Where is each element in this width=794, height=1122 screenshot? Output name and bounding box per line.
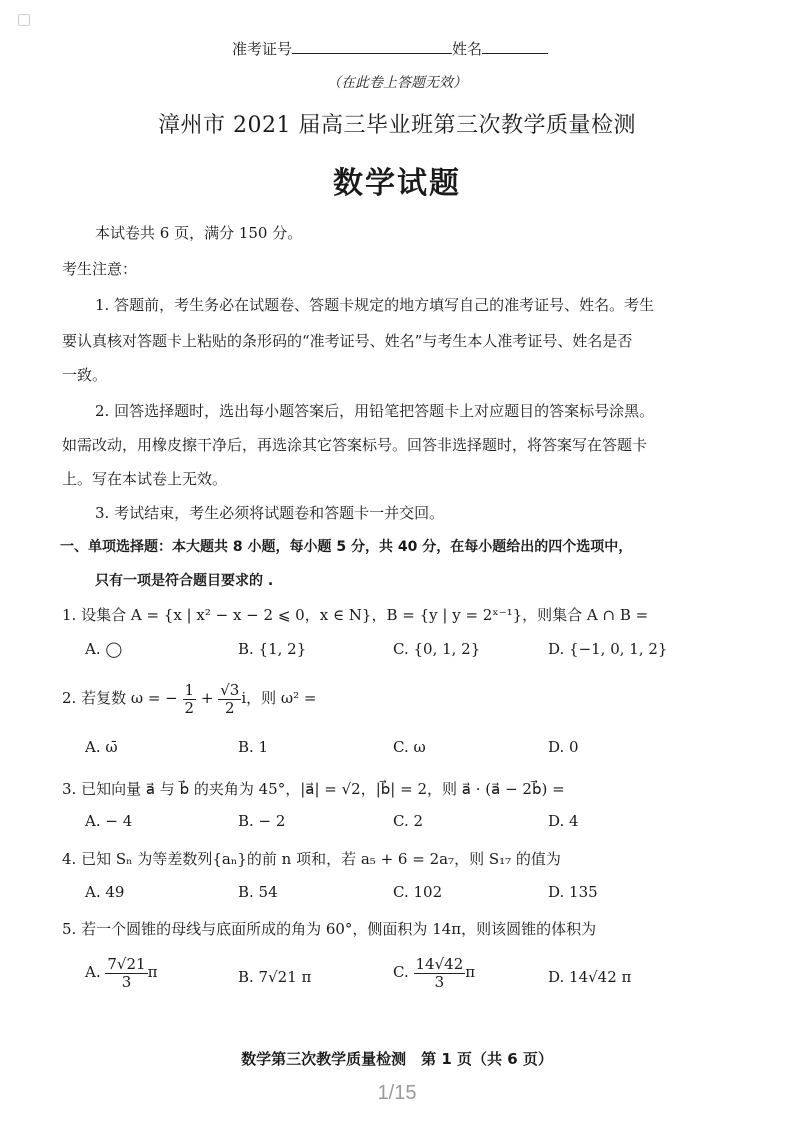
q5-option-a-num: 7√21 — [107, 955, 146, 973]
q2-fraction-1 — [183, 682, 197, 716]
q2-option-b: B. 1 — [238, 738, 269, 756]
q2-frac2-den: 2 — [225, 698, 235, 717]
exam-id-label: 准考证号 — [232, 40, 293, 58]
page-indicator: 1/15 — [377, 1082, 417, 1104]
q5-option-a — [85, 956, 157, 990]
q4-option-d: D. 135 — [548, 883, 598, 901]
q3-option-a: A. − 4 — [85, 812, 133, 830]
rule3: 3. 考试结束，考生必须将试题卷和答题卡一并交回。 — [95, 504, 445, 522]
q2-frac2-num: √3 — [220, 681, 240, 699]
rule1-line2: 要认真核对答题卡上粘贴的条形码的“准考证号、姓名”与考生本人准考证号、姓名是否 — [62, 332, 633, 350]
q1-option-d: D. {−1, 0, 1, 2} — [548, 640, 668, 658]
q1-option-a: A. ◯ — [85, 640, 123, 658]
q4-stem: 4. 已知 Sₙ 为等差数列{aₙ}的前 n 项和，若 a₅ + 6 = 2a₇，则 S₁₇ 的值为 — [62, 850, 561, 868]
rule1-line1: 1. 答题前，考生务必在试题卷、答题卡规定的地方填写自己的准考证号、姓名。考生 — [95, 296, 655, 314]
q2-frac1-den: 2 — [184, 698, 195, 717]
q5-option-c — [393, 956, 475, 990]
exam-title: 漳州市 2021 届高三毕业班第三次教学质量检测 — [158, 113, 636, 138]
q3-stem: 3. 已知向量 a⃗ 与 b⃗ 的夹角为 45°，|a⃗| = √2，|b⃗| = 2，则 a⃗ · (a⃗ − 2b⃗) = — [62, 780, 565, 798]
q2-frac1-num: 1 — [184, 681, 195, 699]
q1-stem: 1. 设集合 A = {x | x² − x − 2 ⩽ 0，x ∈ N}，B = {y | y = 2ˣ⁻¹}，则集合 A ∩ B = — [62, 606, 649, 624]
rule1-line3: 一致。 — [62, 366, 108, 384]
q5-option-c-num: 14√42 — [415, 955, 464, 973]
q5-option-b: B. 7√21 π — [238, 968, 312, 986]
q5-option-c-fraction — [414, 956, 466, 990]
exam-id-blank — [292, 39, 452, 54]
q2-stem-prefix: 2. 若复数 ω = − — [62, 689, 178, 707]
q2-plus: + — [200, 689, 214, 707]
q5-option-c-den: 3 — [434, 972, 445, 991]
rule2-line1: 2. 回答选择题时，选出每小题答案后，用铅笔把答题卡上对应题目的答案标号涂黑。 — [95, 402, 655, 420]
q5-option-a-pi: π — [147, 963, 158, 981]
q2-stem-suffix: i，则 ω² = — [241, 689, 317, 707]
notice-title: 考生注意： — [62, 260, 138, 278]
rule2-line2: 如需改动，用橡皮擦干净后，再选涂其它答案标号。回答非选择题时，将答案写在答题卡 — [62, 436, 648, 454]
q2-option-a: A. ω̄ — [85, 738, 118, 756]
q5-option-a-label: A. — [85, 963, 101, 981]
q5-option-d: D. 14√42 π — [548, 968, 632, 986]
q2-option-d: D. 0 — [548, 738, 579, 756]
paper-summary: 本试卷共 6 页，满分 150 分。 — [95, 224, 303, 242]
q4-option-c: C. 102 — [393, 883, 443, 901]
q1-option-c: C. {0, 1, 2} — [393, 640, 481, 658]
q3-option-b: B. − 2 — [238, 812, 286, 830]
page-corner-mark — [18, 14, 30, 26]
q2-option-c: C. ω — [393, 738, 426, 756]
subject-title: 数学试题 — [333, 166, 461, 201]
q3-option-d: D. 4 — [548, 812, 579, 830]
name-label: 姓名 — [452, 40, 483, 58]
q5-stem: 5. 若一个圆锥的母线与底面所成的角为 60°，侧面积为 14π，则该圆锥的体积为 — [62, 920, 597, 938]
rule2-line3: 上。写在本试卷上无效。 — [62, 470, 228, 488]
exam-header-fields — [232, 38, 548, 59]
section1-heading-line2: 只有一项是符合题目要求的 . — [95, 573, 274, 589]
q4-option-b: B. 54 — [238, 883, 278, 901]
q5-option-a-fraction — [105, 956, 147, 990]
q5-option-c-pi: π — [465, 963, 476, 981]
q5-option-c-label: C. — [393, 963, 409, 981]
section1-heading-line1: 一、单项选择题：本大题共 8 小题，每小题 5 分，共 40 分，在每小题给出的四个选项中， — [60, 539, 633, 555]
page-footer: 数学第三次教学质量检测 第 1 页（共 6 页） — [241, 1050, 553, 1068]
q1-option-b: B. {1, 2} — [238, 640, 307, 658]
q5-option-a-den: 3 — [121, 972, 132, 991]
name-blank — [482, 39, 548, 54]
no-answer-note: （在此卷上答题无效） — [327, 75, 467, 91]
q2-stem — [62, 682, 317, 716]
q4-option-a: A. 49 — [85, 883, 125, 901]
q3-option-c: C. 2 — [393, 812, 424, 830]
q2-fraction-2 — [218, 682, 241, 716]
